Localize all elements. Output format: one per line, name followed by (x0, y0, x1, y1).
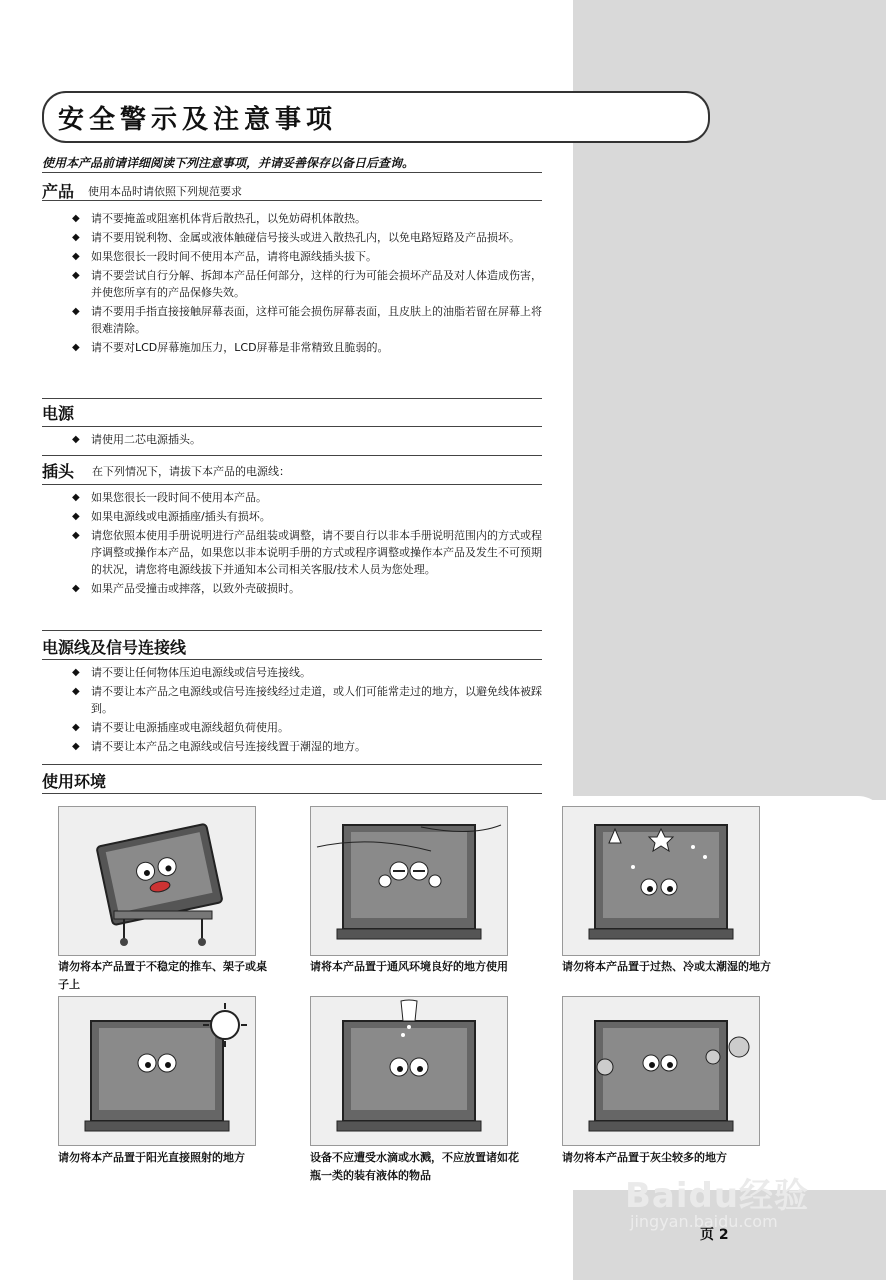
divider (42, 426, 542, 427)
divider (42, 455, 542, 456)
list-item: ◆ 请不要用手指直接接触屏幕表面，这样可能会损伤屏幕表面，且皮肤上的油脂若留在屏幕上将很难清除。 (72, 305, 542, 335)
divider (42, 764, 542, 765)
hot-cold-humid-illustration (562, 806, 760, 956)
divider (42, 793, 542, 794)
section-subtitle-product: 使用本品时请依照下列规范要求 (88, 185, 242, 198)
diamond-bullet-icon: ◆ (72, 306, 80, 317)
section-subtitle-plug: 在下列情况下，请拔下本产品的电源线： (92, 465, 290, 478)
section-title-power: 电源 (42, 404, 75, 423)
list-item: ◆ 如果您很长一段时间不使用本产品。 (72, 491, 267, 504)
list-item: ◆ 请不要让本产品之电源线或信号连接线置于潮湿的地方。 (72, 740, 366, 753)
list-item: ◆ 请使用二芯电源插头。 (72, 433, 201, 446)
list-item: ◆ 请不要尝试自行分解、拆卸本产品任何部分，这样的行为可能会损坏产品及对人体造成伤害，并使您所享有的产品保修失效。 (72, 269, 542, 299)
diamond-bullet-icon: ◆ (72, 342, 80, 353)
illustration-caption: 设备不应遭受水滴或水溅，不应放置诸如花瓶一类的装有液体的物品 (310, 1151, 519, 1182)
list-item: ◆ 请不要让电源插座或电源线超负荷使用。 (72, 721, 289, 734)
section-title-cables: 电源线及信号连接线 (42, 638, 187, 657)
diamond-bullet-icon: ◆ (72, 270, 80, 281)
diamond-bullet-icon: ◆ (72, 530, 80, 541)
ventilation-illustration (310, 806, 508, 956)
list-item: ◆ 如果您很长一段时间不使用本产品，请将电源线插头拔下。 (72, 250, 377, 263)
water-vase-illustration (310, 996, 508, 1146)
divider (42, 398, 542, 399)
section-title-product: 产品 (42, 182, 75, 201)
illustration-caption: 请将本产品置于通风环境良好的地方使用 (310, 960, 508, 973)
diamond-bullet-icon: ◆ (72, 213, 80, 224)
cables-list (72, 664, 542, 757)
list-item: ◆ 请不要对LCD屏幕施加压力，LCD屏幕是非常精致且脆弱的。 (72, 341, 389, 354)
illustration-caption: 请勿将本产品置于阳光直接照射的地方 (58, 1151, 245, 1164)
list-item: ◆ 如果产品受撞击或摔落，以致外壳破损时。 (72, 582, 300, 595)
diamond-bullet-icon: ◆ (72, 434, 80, 445)
section-title-environment: 使用环境 (42, 772, 107, 791)
list-item: ◆ 请不要掩盖或阻塞机体背后散热孔，以免妨碍机体散热。 (72, 212, 366, 225)
plug-list (72, 489, 542, 599)
diamond-bullet-icon: ◆ (72, 511, 80, 522)
diamond-bullet-icon: ◆ (72, 722, 80, 733)
diamond-bullet-icon: ◆ (72, 492, 80, 503)
page-number: 页 2 (700, 1227, 729, 1243)
unstable-cart-illustration (58, 806, 256, 956)
illustration-caption: 请勿将本产品置于过热、冷或太潮湿的地方 (562, 960, 771, 973)
diamond-bullet-icon: ◆ (72, 667, 80, 678)
power-list (72, 431, 542, 450)
list-item: ◆ 请不要用锐利物、金属或液体触碰信号接头或进入散热孔内，以免电路短路及产品损坏。 (72, 231, 520, 244)
divider (42, 200, 542, 201)
watermark: Baidu经验 (625, 1176, 810, 1216)
divider (42, 630, 542, 631)
divider (42, 484, 542, 485)
list-item: ◆ 如果电源线或电源插座/插头有损坏。 (72, 510, 271, 523)
diamond-bullet-icon: ◆ (72, 741, 80, 752)
sunlight-illustration (58, 996, 256, 1146)
diamond-bullet-icon: ◆ (72, 251, 80, 262)
list-item: ◆ 请您依照本使用手册说明进行产品组装或调整，请不要自行以非本手册说明范围内的方式或程序调整或操作本产品，如果您以非本说明手册的方式或程序调整或操作本产品及发生不可预期的状况，请您将电源线拔下并通知本公司相关客服/技术人员为您处理。 (72, 529, 542, 576)
illustration-caption: 请勿将本产品置于不稳定的推车、架子或桌子上 (58, 960, 267, 991)
intro-text: 使用本产品前请详细阅读下列注意事项，并请妥善保存以备日后查询。 (42, 156, 415, 170)
page-title: 安全警示及注意事项 (58, 105, 338, 135)
illustration-caption: 请勿将本产品置于灰尘较多的地方 (562, 1151, 727, 1164)
product-list (72, 210, 542, 358)
dust-illustration (562, 996, 760, 1146)
diamond-bullet-icon: ◆ (72, 583, 80, 594)
watermark-url: jingyan.baidu.com (630, 1212, 778, 1231)
list-item: ◆ 请不要让本产品之电源线或信号连接线经过走道，或人们可能常走过的地方，以避免线体被踩到。 (72, 685, 542, 715)
divider (42, 659, 542, 660)
section-title-plug: 插头 (42, 462, 75, 481)
divider (42, 172, 542, 173)
list-item: ◆ 请不要让任何物体压迫电源线或信号连接线。 (72, 666, 311, 679)
diamond-bullet-icon: ◆ (72, 686, 80, 697)
title-box (42, 91, 710, 143)
diamond-bullet-icon: ◆ (72, 232, 80, 243)
